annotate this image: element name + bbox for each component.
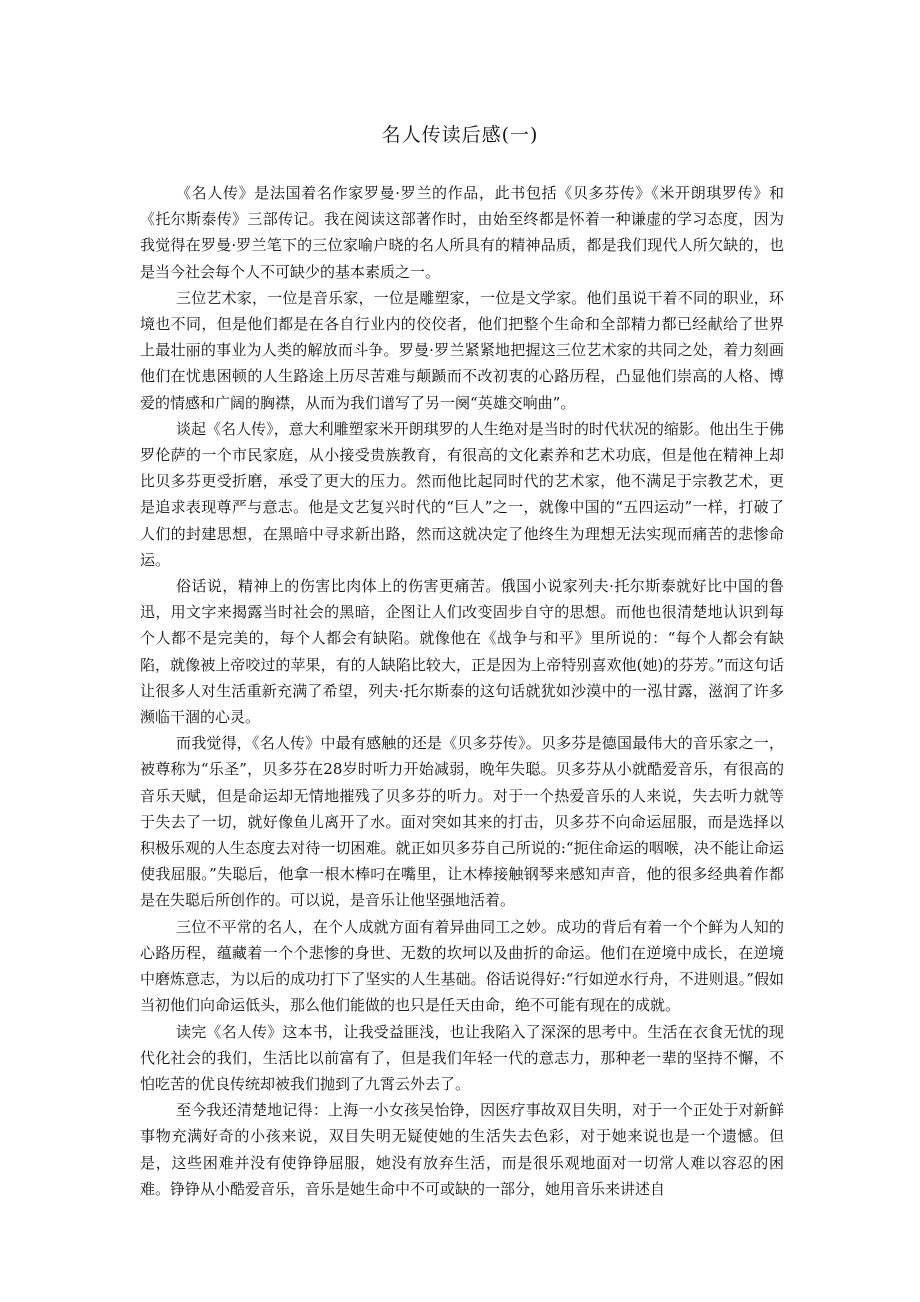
paragraph-beethoven: 而我觉得，《名人传》中最有感触的还是《贝多芬传》。贝多芬是德国最伟大的音乐家之一，被尊称为“乐圣”，贝多芬在28岁时听力开始减弱，晚年失聪。贝多芬从小就酷爱音乐，有很高的音乐天赋，但是命运却无情地摧残了贝多芬的听力。对于一个热爱音乐的人来说，失去听力就等于失去了一切，就好像鱼儿离开了水。面对突如其来的打击，贝多芬不向命运屈服，而是选择以积极乐观的人生态度去对待一切困难。就正如贝多芬自己所说的:“扼住命运的咽喉，决不能让命运使我屈服。”失聪后，他拿一根木棒叼在嘴里，让木棒接触钢琴来感知声音，他的很多经典着作都是在失聪后所创作的。可以说，是音乐让他坚强地活着。 xyxy=(140,734,784,910)
paragraph-tolstoy: 俗话说，精神上的伤害比肉体上的伤害更痛苦。俄国小说家列夫·托尔斯泰就好比中国的鲁迅，用文字来揭露当时社会的黑暗，企图让人们改变固步自守的思想。而他也很清楚地认识到每个人都不是完美的，每个人都会有缺陷。就像他在《战争与和平》里所说的：“每个人都会有缺陷，就像被上帝咬过的苹果，有的人缺陷比较大，正是因为上帝特别喜欢他(她)的芬芳。”而这句话让很多人对生活重新充满了希望，列夫·托尔斯泰的这句话就犹如沙漠中的一泓甘露，滋润了许多濒临干涸的心灵。 xyxy=(140,577,784,727)
paragraph-reflection: 读完《名人传》这本书，让我受益匪浅，也让我陷入了深深的思考中。生活在衣食无忧的现代化社会的我们，生活比以前富有了，但是我们年轻一代的意志力，那种老一辈的坚持不懈，不怕吃苦的优良传统却被我们抛到了九霄云外去了。 xyxy=(140,1022,784,1093)
paragraph-intro: 《名人传》是法国着名作家罗曼·罗兰的作品，此书包括《贝多芬传》《米开朗琪罗传》和《托尔斯泰传》三部传记。我在阅读这部著作时，由始至终都是怀着一种谦虚的学习态度，因为我觉得在罗曼·罗兰笔下的三位家喻户晓的名人所具有的精神品质，都是我们现代人所欠缺的，也是当今社会每个人不可缺少的基本素质之一。 xyxy=(140,184,784,281)
paragraph-three-artists: 三位艺术家，一位是音乐家，一位是雕塑家，一位是文学家。他们虽说干着不同的职业，环境也不同，但是他们都是在各自行业内的佼佼者，他们把整个生命和全部精力都已经献给了世界上最壮丽的事业为人类的解放而斗争。罗曼·罗兰紧紧地把握这三位艺术家的共同之处，着力刻画他们在忧患困顿的人生路途上历尽苦难与颠踬而不改初衷的心路历程，凸显他们崇高的人格、博爱的情感和广阔的胸襟，从而为我们谱写了另一阕“英雄交响曲”。 xyxy=(140,288,784,412)
page-title: 名人传读后感(一) xyxy=(381,124,539,146)
paragraph-michelangelo: 谈起《名人传》，意大利雕塑家米开朗琪罗的人生绝对是当时的时代状况的缩影。他出生于佛罗伦萨的一个市民家庭，从小接受贵族教育，有很高的文化素养和艺术功底，但是他在精神上却比贝多芬更受折磨，承受了更大的压力。然而他比起同时代的艺术家，他不满足于宗教艺术，更是追求表现尊严与意志。他是文艺复兴时代的“巨人”之一，就像中国的“五四运动”一样，打破了人们的封建思想，在黑暗中寻求新出路，然而这就决定了他终生为理想无法实现而痛苦的悲惨命运。 xyxy=(140,419,784,569)
paragraph-common-traits: 三位不平常的名人，在个人成就方面有着异曲同工之妙。成功的背后有着一个个鲜为人知的心路历程，蕴藏着一个个悲惨的身世、无数的坎坷以及曲折的命运。他们在逆境中成长，在逆境中磨炼意志，为以后的成功打下了坚实的人生基础。俗话说得好:“行如逆水行舟，不进则退。”假如当初他们向命运低头，那么他们能做的也只是任天由命，绝不可能有现在的成就。 xyxy=(140,917,784,1015)
paragraph-example: 至今我还清楚地记得：上海一小女孩吴怡铮，因医疗事故双目失明，对于一个正处于对新鲜事物充满好奇的小孩来说，双目失明无疑使她的生活失去色彩，对于她来说也是一个遗憾。但是，这些困难并没有使铮铮屈服，她没有放弃生活，而是很乐观地面对一切常人难以容忍的困难。铮铮从小酷爱音乐，音乐是她生命中不可或缺的一部分，她用音乐来讲述自 xyxy=(140,1101,784,1198)
document-body xyxy=(140,180,784,1202)
